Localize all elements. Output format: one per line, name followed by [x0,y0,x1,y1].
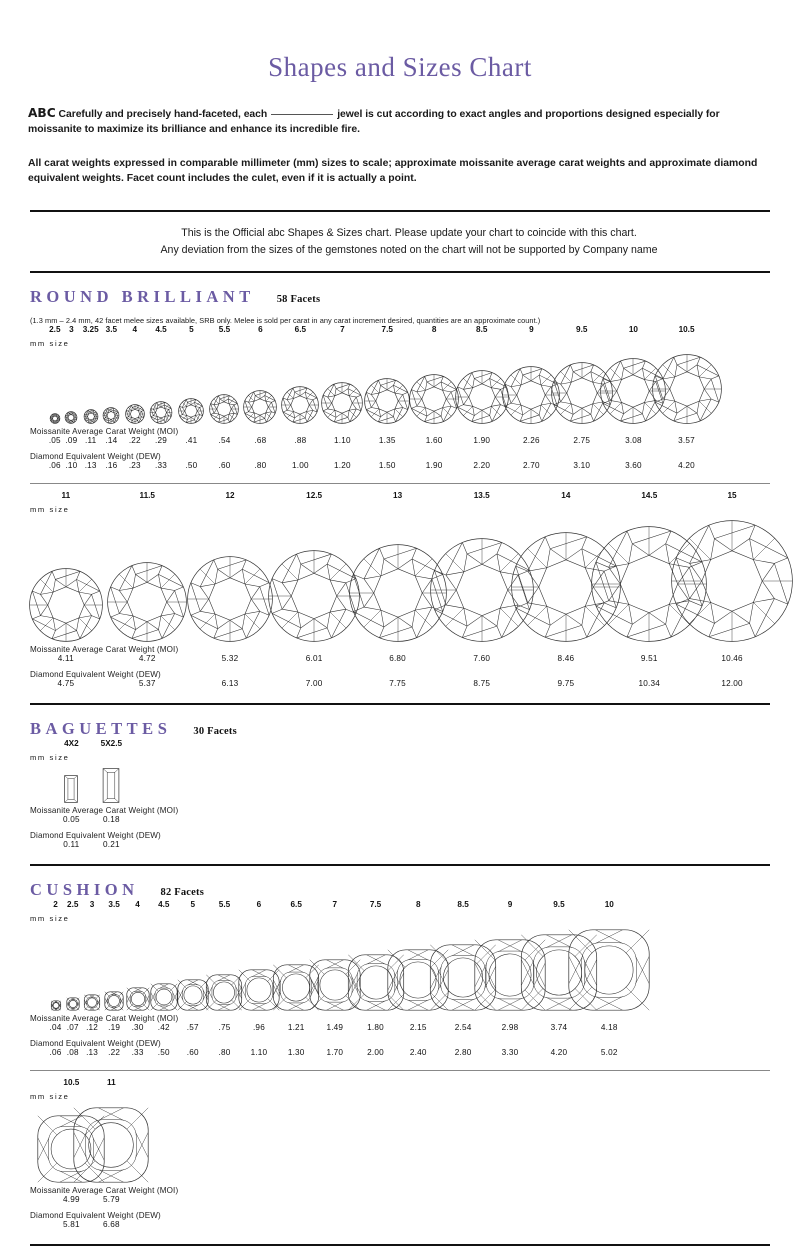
dew-value: 2.00 [367,1048,384,1057]
gem-baguette [64,775,78,803]
mm-size-caption: mm size [30,339,800,350]
mm-size-label: 5 [190,900,195,909]
moi-values [30,815,800,828]
dew-values [30,679,800,692]
section-divider [30,864,770,866]
mm-size-caption: mm size [30,505,800,516]
dew-label: Diamond Equivalent Weight (DEW) [30,1211,800,1220]
moi-label: Moissanite Average Carat Weight (MOI) [30,1014,800,1023]
moi-value: 0.05 [63,815,80,824]
gem-cushion [104,991,124,1011]
mm-size-label: 6 [258,325,263,334]
gem-round [364,378,410,424]
gem-round [49,413,60,424]
dew-value: 12.00 [721,679,743,688]
moi-value: 3.74 [551,1023,568,1032]
gem-cushion [73,1107,149,1183]
section-title: ROUND BRILLIANT [30,287,255,307]
moi-value: 9.51 [641,654,658,663]
mm-size-label: 2 [53,900,58,909]
dew-value: .60 [187,1048,199,1057]
mm-size-label: 7 [333,900,338,909]
size-row [30,1078,800,1233]
row-divider [30,483,770,484]
mm-size-label: 7.5 [370,900,381,909]
moi-label: Moissanite Average Carat Weight (MOI) [30,1186,800,1195]
dew-value: .13 [86,1048,98,1057]
brand-prefix: ABC [28,106,56,120]
moi-value: .68 [254,436,266,445]
gem-cushion [150,983,178,1011]
moi-value: 1.21 [288,1023,305,1032]
mm-size-caption: mm size [30,914,800,925]
moi-label: Moissanite Average Carat Weight (MOI) [30,806,800,815]
gem-baguette [103,768,120,803]
section-cushion [0,880,800,1246]
mm-size-label: 4X2 [64,739,79,748]
dew-value: 5.37 [139,679,156,688]
dew-values [30,1048,800,1061]
dew-value: 2.70 [523,461,540,470]
dew-value: .33 [155,461,167,470]
dew-value: 3.60 [625,461,642,470]
moi-value: 1.35 [379,436,396,445]
moi-values [30,436,800,449]
mm-size-labels [30,491,800,504]
facet-count: 30 Facets [193,726,237,737]
mm-size-label: 4 [135,900,140,909]
mm-size-labels [30,325,800,338]
gem-cushion [568,929,650,1011]
mm-size-label: 7 [340,325,345,334]
size-row [30,900,800,1061]
dew-value: 0.21 [103,840,120,849]
dew-value: .10 [65,461,77,470]
dew-value: 2.20 [473,461,490,470]
mm-size-label: 11 [62,491,71,500]
gem-cushion [66,997,80,1011]
page-title: Shapes and Sizes Chart [0,0,800,83]
gem-round [321,382,363,424]
section-baguette [0,719,800,866]
moi-value: 2.15 [410,1023,427,1032]
section-divider [30,703,770,705]
mm-size-label: 5X2.5 [101,739,122,748]
gem-round [409,374,459,424]
moi-value: .30 [132,1023,144,1032]
dew-value: .13 [85,461,97,470]
dew-value: 6.68 [103,1220,120,1229]
moi-value: .29 [155,436,167,445]
moi-value: .05 [49,436,61,445]
dew-value: 4.20 [551,1048,568,1057]
moi-value: 4.99 [63,1195,80,1204]
mm-size-label: 3.5 [108,900,119,909]
mm-size-label: 8 [432,325,437,334]
mm-size-label: 12 [225,491,234,500]
moi-value: 2.75 [573,436,590,445]
section-header [30,287,800,307]
gem-illustrations [30,1103,800,1183]
dew-values [30,461,800,474]
mm-size-label: 9 [529,325,534,334]
dew-value: 1.10 [251,1048,268,1057]
moi-value: 1.80 [367,1023,384,1032]
dew-value: 9.75 [557,679,574,688]
moi-value: .41 [185,436,197,445]
dew-value: 8.75 [473,679,490,688]
dew-value: .33 [132,1048,144,1057]
dew-value: 1.00 [292,461,309,470]
moi-value: 2.98 [502,1023,519,1032]
mm-size-label: 4.5 [155,325,166,334]
moi-value: .09 [65,436,77,445]
mm-size-label: 2.5 [67,900,78,909]
gem-round [455,370,509,424]
gem-round [209,394,239,424]
moi-value: 5.32 [222,654,239,663]
moi-values [30,1195,800,1208]
section-round [0,287,800,705]
dew-value: 1.20 [334,461,351,470]
gem-round [187,556,273,642]
dew-value: 2.40 [410,1048,427,1057]
dew-value: 4.75 [57,679,74,688]
dew-value: .60 [218,461,230,470]
dew-value: 0.11 [63,840,79,849]
dew-value: 10.34 [639,679,661,688]
section-title: BAGUETTES [30,719,171,739]
gem-illustrations [30,516,800,642]
dew-value: .16 [105,461,117,470]
moi-value: 1.10 [334,436,351,445]
mm-size-labels [30,900,800,913]
section-title: CUSHION [30,880,139,900]
facet-count: 58 Facets [277,294,321,305]
mm-size-label: 5.5 [219,325,230,334]
gem-cushion [50,1000,61,1011]
mm-size-label: 8.5 [457,900,468,909]
moi-value: .75 [218,1023,230,1032]
mm-size-label: 3.25 [83,325,99,334]
sections-container [0,287,800,1246]
dew-value: .80 [218,1048,230,1057]
moi-value: .57 [187,1023,199,1032]
moi-value: 3.08 [625,436,642,445]
mm-size-label: 8 [416,900,421,909]
divider-below-notice [30,271,770,273]
gem-cushion [177,979,209,1011]
gem-illustrations [30,764,800,803]
dew-value: 7.00 [306,679,323,688]
moi-value: .07 [67,1023,79,1032]
dew-value: .23 [129,461,141,470]
dew-value: 3.30 [502,1048,519,1057]
dew-value: 6.13 [222,679,239,688]
mm-size-label: 5 [189,325,194,334]
intro-text-part1: Carefully and precisely hand-faceted, each [59,109,268,120]
mm-size-caption: mm size [30,1092,800,1103]
mm-size-label: 15 [728,491,737,500]
moi-value: 6.80 [389,654,406,663]
dew-values [30,840,800,853]
dew-value: 7.75 [389,679,406,688]
moi-values [30,654,800,667]
facet-count: 82 Facets [161,887,205,898]
moi-value: 7.60 [473,654,490,663]
section-header [30,880,800,900]
moi-value: .12 [86,1023,98,1032]
dew-value: .50 [158,1048,170,1057]
mm-size-label: 5.5 [219,900,230,909]
moi-value: .19 [108,1023,120,1032]
moi-value: 1.90 [473,436,490,445]
mm-size-label: 9.5 [553,900,564,909]
dew-value: 5.02 [601,1048,618,1057]
dew-values [30,1220,800,1233]
moi-value: 4.18 [601,1023,618,1032]
section-note: (1.3 mm – 2.4 mm, 42 facet melee sizes available, SRB only. Melee is sold per carat in any carat increment desired, quantities are an approximate count.) [30,316,800,325]
gem-round [83,409,98,424]
mm-size-label: 3 [90,900,95,909]
moi-value: .88 [294,436,306,445]
gem-round [29,568,103,642]
dew-value: .06 [49,461,61,470]
gem-round [103,407,120,424]
gem-round [652,354,722,424]
notice-line-1: This is the Official abc Shapes & Sizes chart. Please update your chart to coincide with this chart. [18,225,800,242]
moi-value: .54 [218,436,230,445]
gem-round [107,562,187,642]
gem-round [150,401,173,424]
mm-size-label: 4 [133,325,138,334]
dew-value: .06 [50,1048,62,1057]
dew-value: 1.30 [288,1048,305,1057]
mm-size-label: 14 [561,491,570,500]
mm-size-label: 9.5 [576,325,587,334]
mm-size-label: 10 [629,325,638,334]
mm-size-label: 11 [107,1078,116,1087]
mm-size-label: 13 [393,491,402,500]
size-row [30,491,800,692]
dew-label: Diamond Equivalent Weight (DEW) [30,831,800,840]
size-row [30,325,800,474]
gem-cushion [126,987,150,1011]
mm-size-label: 9 [508,900,513,909]
moi-value: .96 [253,1023,265,1032]
dew-value: 1.50 [379,461,396,470]
mm-size-label: 3.5 [106,325,117,334]
intro-paragraph-1 [28,105,758,137]
moi-label: Moissanite Average Carat Weight (MOI) [30,427,800,436]
gem-round [178,398,204,424]
gem-round [268,550,360,642]
moi-value: .22 [129,436,141,445]
mm-size-label: 10 [605,900,614,909]
dew-value: .08 [67,1048,79,1057]
mm-size-label: 12.5 [306,491,322,500]
dew-value: 5.81 [63,1220,80,1229]
moi-value: 1.60 [426,436,443,445]
gem-round [671,520,793,642]
mm-size-label: 3 [69,325,74,334]
mm-size-labels [30,739,800,752]
dew-value: 1.90 [426,461,443,470]
fill-in-blank [271,105,333,115]
mm-size-labels [30,1078,800,1091]
moi-value: 0.18 [103,815,120,824]
mm-size-label: 8.5 [476,325,487,334]
size-row [30,739,800,853]
gem-round [243,390,277,424]
moi-value: 1.49 [326,1023,343,1032]
moi-value: .14 [105,436,117,445]
official-notice [0,225,800,259]
gem-illustrations [30,925,800,1011]
dew-value: 4.20 [678,461,695,470]
moi-value: 4.72 [139,654,156,663]
dew-value: 1.70 [326,1048,343,1057]
moi-value: .42 [158,1023,170,1032]
gem-cushion [84,994,101,1011]
intro-text-part2: jewel is cut according to exact angles and proportions designed especially for moissanite to maximize its brilliance and enhance its incredible fire. [28,109,720,135]
mm-size-caption: mm size [30,753,800,764]
dew-value: .22 [108,1048,120,1057]
notice-line-2: Any deviation from the sizes of the gemstones noted on the chart will not be supported by Company name [18,242,800,259]
moi-value: 2.54 [455,1023,472,1032]
mm-size-label: 11.5 [139,491,154,500]
dew-value: 3.10 [573,461,590,470]
mm-size-label: 10.5 [679,325,695,334]
moi-value: 5.79 [103,1195,120,1204]
moi-value: 10.46 [721,654,743,663]
gem-round [125,404,145,424]
moi-value: 2.26 [523,436,540,445]
dew-label: Diamond Equivalent Weight (DEW) [30,452,800,461]
moi-value: 6.01 [306,654,323,663]
intro-paragraph-2: All carat weights expressed in comparable millimeter (mm) sizes to scale; approximate moissanite average carat weights and approximate diamond equivalent weights. Facet count includes the culet, even if it is actually a point. [28,156,758,186]
section-header [30,719,800,739]
moi-values [30,1023,800,1036]
divider-top [30,210,770,212]
mm-size-label: 10.5 [63,1078,79,1087]
dew-label: Diamond Equivalent Weight (DEW) [30,1039,800,1048]
gem-round [65,411,78,424]
gem-round [281,386,319,424]
moi-value: 4.11 [58,654,74,663]
gem-illustrations [30,350,800,424]
dew-value: 2.80 [455,1048,472,1057]
moi-value: 3.57 [678,436,695,445]
mm-size-label: 6.5 [295,325,306,334]
mm-size-label: 2.5 [49,325,60,334]
moi-value: .04 [50,1023,62,1032]
dew-label: Diamond Equivalent Weight (DEW) [30,670,800,679]
mm-size-label: 4.5 [158,900,169,909]
row-divider [30,1070,770,1071]
mm-size-label: 14.5 [641,491,657,500]
dew-value: .80 [254,461,266,470]
moi-value: 8.46 [557,654,574,663]
moi-label: Moissanite Average Carat Weight (MOI) [30,645,800,654]
moi-value: .11 [85,436,96,445]
mm-size-label: 6 [257,900,262,909]
dew-value: .50 [185,461,197,470]
mm-size-label: 6.5 [291,900,302,909]
mm-size-label: 7.5 [382,325,393,334]
mm-size-label: 13.5 [474,491,490,500]
